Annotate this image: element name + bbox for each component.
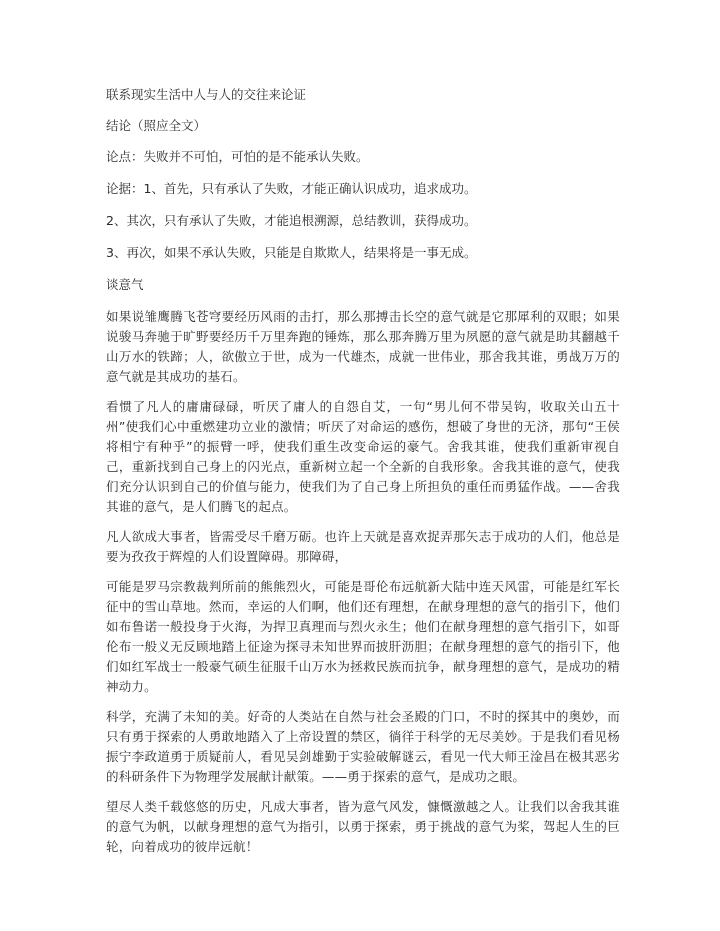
section-heading: 谈意气 bbox=[106, 277, 144, 292]
thesis-line: 论点：失败并不可怕，可怕的是不能承认失败。 bbox=[106, 149, 369, 164]
conclusion-heading: 结论（照应全文） bbox=[106, 118, 207, 133]
argument-line-3: 3、再次，如果不承认失败，只能是自欺欺人，结果将是一事无成。 bbox=[106, 245, 477, 260]
paragraph: 看惯了凡人的庸庸碌碌，听厌了庸人的自怨自艾，一句“男儿何不带吴钩，收取关山五十州”使我们心中重燃建功立业的激情；听厌了对命运的感伤，想破了身世的无济，那句“王侯将相宁有种乎”的振臂一呼，使我们重生改变命运的豪气。舍我其谁，使我们重新审视自己，重新找到自己身上的闪光点，重新树立起一个全新的自我形象。舍我其谁的意气，使我们充分认识到自己的价值与能力，使我们为了自己身上所担负的重任而勇猛作战。——舍我其谁的意气，是人们腾飞的起点。 bbox=[106, 399, 620, 514]
paragraph: 科学，充满了未知的美。好奇的人类站在自然与社会圣殿的门口，不时的探其中的奥妙，而只有勇于探索的人勇敢地踏入了上帝设置的禁区，徜徉于科学的无尽美妙。于是我们看见杨振宁李政道勇于质疑前人，看见吴剑雄勤于实验破解谜云，看见一代大师王淦昌在极其恶劣的科研条件下为物理学发展献计献策。——勇于探索的意气，是成功之眼。 bbox=[106, 709, 620, 784]
argument-line-2: 2、其次，只有承认了失败，才能追根溯源，总结教训，获得成功。 bbox=[106, 213, 477, 228]
paragraph: 望尽人类千载悠悠的历史，凡成大事者，皆为意气风发，慷慨激越之人。让我们以舍我其谁的意气为帆，以献身理想的意气为指引，以勇于探索，勇于挑战的意气为桨，驾起人生的巨轮，向着成功的彼岸远航！ bbox=[106, 799, 620, 854]
paragraph: 凡人欲成大事者，皆需受尽千磨万砺。也许上天就是喜欢捉弄那矢志于成功的人们，他总是要为孜孜于辉煌的人们设置障碍。那障碍， bbox=[106, 529, 620, 564]
document-body bbox=[106, 86, 620, 867]
paragraph: 可能是罗马宗教裁判所前的熊熊烈火，可能是哥伦布远航新大陆中连天风雷，可能是红军长征中的雪山草地。然而，幸运的人们啊，他们还有理想，在献身理想的意气的指引下，他们如布鲁诺一般投身于火海，为捍卫真理而与烈火永生；他们在献身理想的意气指引下，如哥伦布一般义无反顾地踏上征途为探寻未知世界而披肝沥胆；在献身理想的意气的指引下，他们如红军战士一般豪气硕生征服千山万水为拯救民族而抗争，献身理想的意气，是成功的精神动力。 bbox=[106, 579, 620, 694]
paragraph: 如果说雏鹰腾飞苍穹要经历风雨的击打，那么那搏击长空的意气就是它那犀利的双眼；如果说骏马奔驰于旷野要经历千万里奔跑的锤炼，那么那奔腾万里为夙愿的意气就是助其翻越千山万水的铁蹄；人，欲傲立于世，成为一代雄杰，成就一世伟业，那舍我其谁，勇战万万的意气就是其成功的基石。 bbox=[106, 309, 620, 384]
argument-line-1: 论据：1、首先，只有承认了失败，才能正确认识成功，追求成功。 bbox=[106, 181, 477, 196]
document-title: 联系现实生活中人与人的交往来论证 bbox=[106, 87, 307, 102]
